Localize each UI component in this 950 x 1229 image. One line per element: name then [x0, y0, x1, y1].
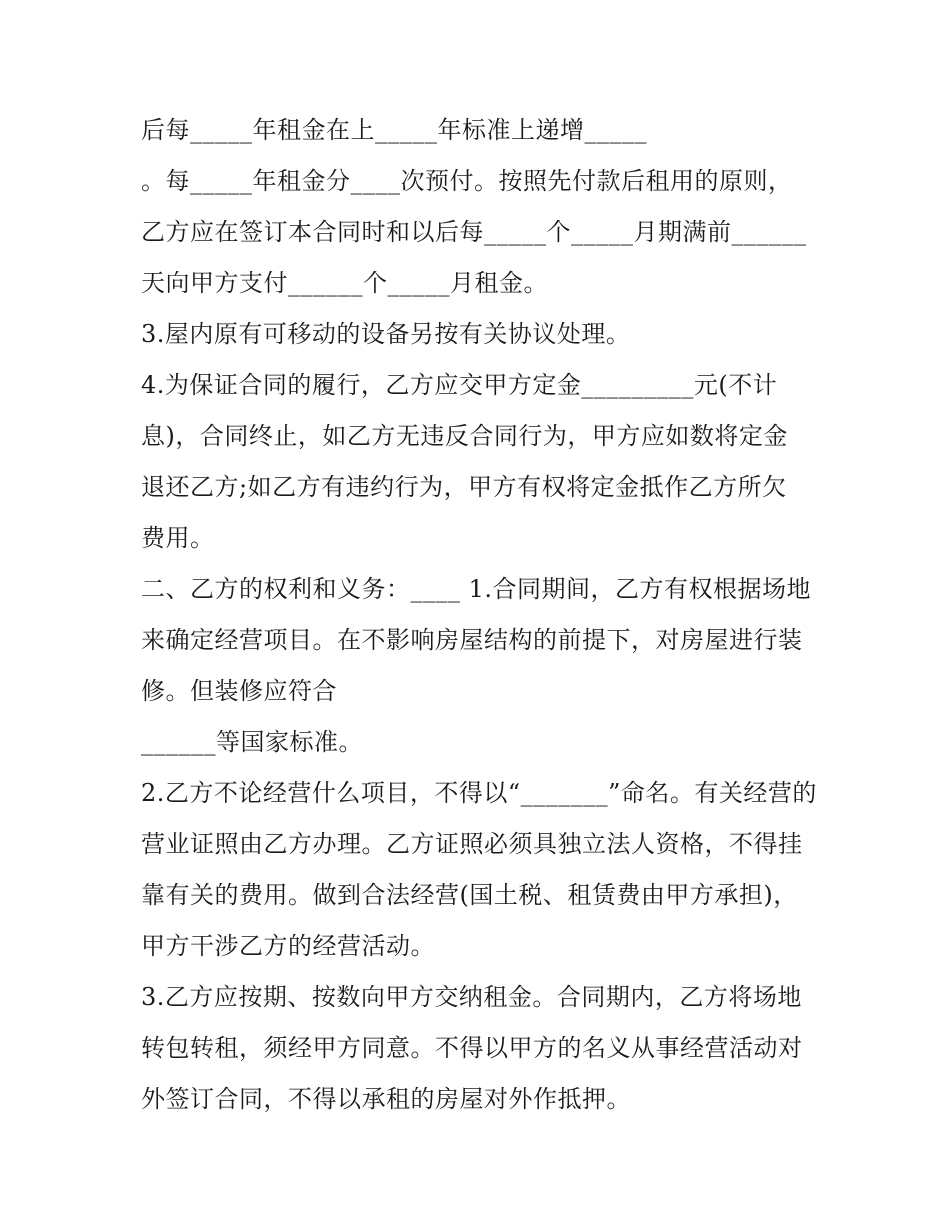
text-line: 转包转租，须经甲方同意。不得以甲方的名义从事经营活动对	[141, 1034, 803, 1062]
text-line: 。每_____年租金分____次预付。按照先付款后租用的原则，	[141, 167, 793, 195]
text-line: 后每_____年租金在上_____年标准上递增_____	[141, 116, 647, 144]
text-line: 修。但装修应符合	[141, 677, 337, 705]
text-line: 2.乙方不论经营什么项目，不得以“_______”命名。有关经营的	[141, 779, 817, 807]
text-line: 外签订合同，不得以承租的房屋对外作抵押。	[141, 1085, 631, 1113]
text-line: 二、乙方的权利和义务：____ 1.合同期间，乙方有权根据场地	[141, 575, 812, 603]
text-line: 息)，合同终止，如乙方无违反合同行为，甲方应如数将定金	[141, 422, 788, 450]
text-line: ______等国家标准。	[141, 728, 363, 756]
text-line: 3.乙方应按期、按数向甲方交纳租金。合同期内，乙方将场地	[141, 983, 802, 1011]
text-line: 天向甲方支付______个_____月租金。	[141, 269, 548, 297]
text-line: 4.为保证合同的履行，乙方应交甲方定金_________元(不计	[141, 371, 778, 399]
text-line: 乙方应在签订本合同时和以后每_____个_____月期满前______	[141, 218, 807, 246]
text-line: 营业证照由乙方办理。乙方证照必须具独立法人资格，不得挂	[141, 830, 803, 858]
text-line: 费用。	[141, 524, 215, 552]
text-line: 3.屋内原有可移动的设备另按有关协议处理。	[141, 320, 631, 348]
text-line: 靠有关的费用。做到合法经营(国土税、租赁费由甲方承担)，	[141, 881, 798, 909]
document-body	[141, 105, 841, 1125]
text-line: 甲方干涉乙方的经营活动。	[141, 932, 435, 960]
text-line: 来确定经营项目。在不影响房屋结构的前提下，对房屋进行装	[141, 626, 803, 654]
text-line: 退还乙方;如乙方有违约行为，甲方有权将定金抵作乙方所欠	[141, 473, 787, 501]
